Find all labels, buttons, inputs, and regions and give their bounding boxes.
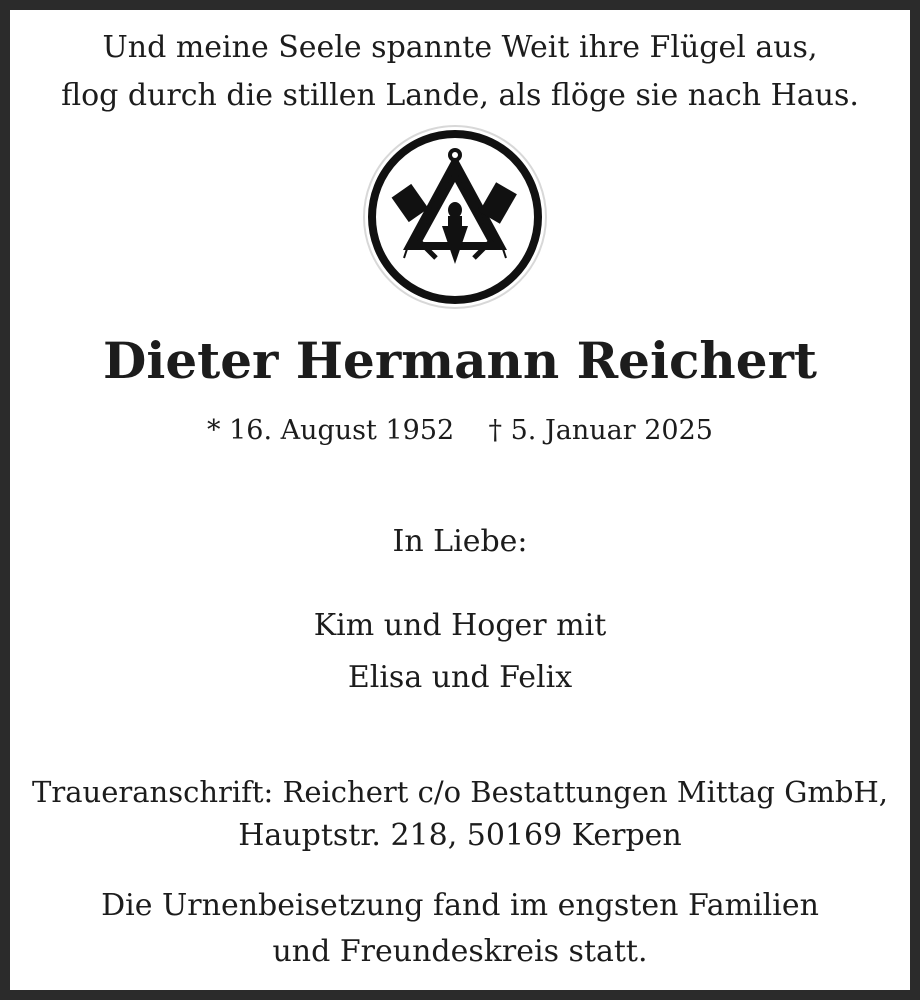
mourners-line-2: Elisa und Felix <box>347 660 573 695</box>
notice-line-1: Die Urnenbeisetzung fand im engsten Familien <box>101 888 819 923</box>
death-date: † 5. Januar 2025 <box>488 415 713 446</box>
mourners-line-1: Kim und Hoger mit <box>313 608 607 643</box>
notice-line-2: und Freundeskreis statt. <box>272 934 648 969</box>
poem-line-2: flog durch die stillen Lande, als flöge sie nach Haus. <box>61 78 859 113</box>
address-line-2: Hauptstr. 218, 50169 Kerpen <box>238 818 682 853</box>
deceased-name: Dieter Hermann Reichert <box>102 331 818 390</box>
masonic-emblem-icon <box>362 124 548 310</box>
mourners-intro: In Liebe: <box>392 524 528 559</box>
address-line-1: Traueranschrift: Reichert c/o Bestattungen Mittag GmbH, <box>32 775 888 809</box>
life-dates <box>10 414 910 448</box>
poem-line-1: Und meine Seele spannte Weit ihre Flügel aus, <box>102 30 818 65</box>
birth-date: * 16. August 1952 <box>207 415 455 446</box>
